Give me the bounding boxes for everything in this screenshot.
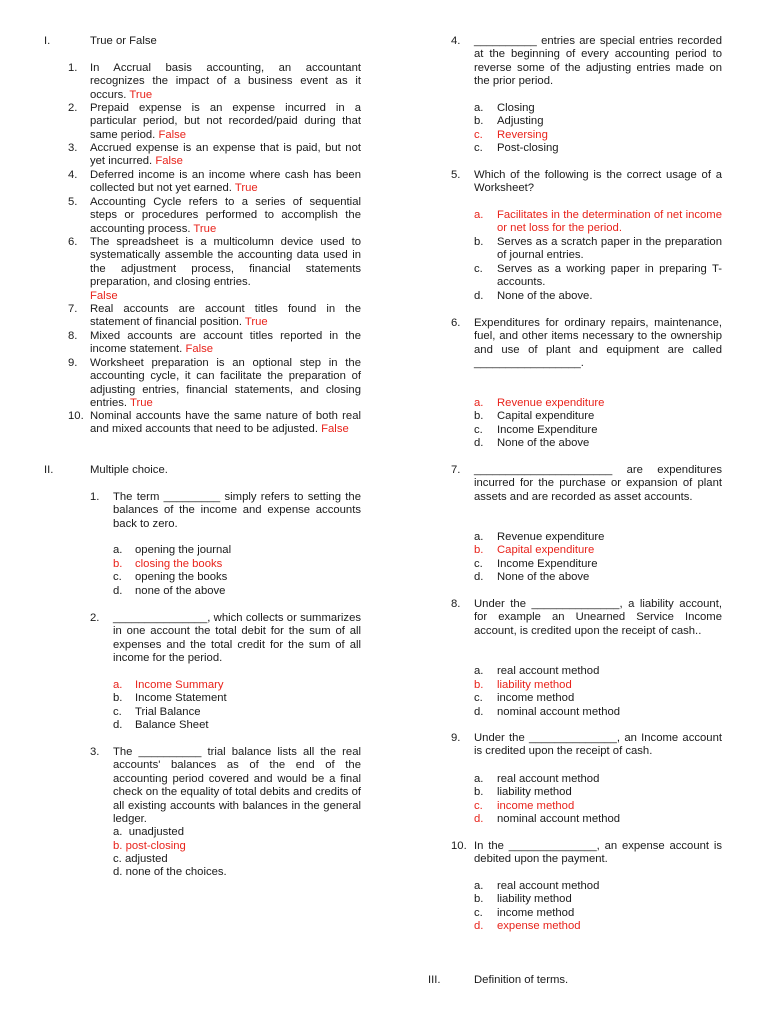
question-text: ______________________ are expenditures incurred for the purchase or expansion of plant assets and are recorded as asset accounts. <box>474 464 722 503</box>
choice-text: Trial Balance <box>135 706 201 718</box>
tf-item-number: 6. <box>68 236 78 248</box>
choice-text: opening the journal <box>135 544 232 556</box>
choice-letter: d. <box>474 437 484 449</box>
choice-text-correct: post-closing <box>125 840 186 852</box>
tf-item-number: 2. <box>68 102 78 114</box>
choice-text: Capital expenditure <box>497 410 595 422</box>
choice-text: liability method <box>497 786 572 798</box>
question-number: 1. <box>90 491 100 503</box>
choice-letter: c. <box>474 263 483 275</box>
choice-text: real account method <box>497 880 600 892</box>
question-number: 9. <box>451 732 461 744</box>
choice-letter: c. <box>474 129 483 141</box>
question-text: Expenditures for ordinary repairs, maintenance, fuel, and other items necessary to the ownership and use of plant and equipment are called _________________. <box>474 317 722 370</box>
choice-text: Income Expenditure <box>497 558 598 570</box>
choice-letter: b. <box>474 410 484 422</box>
choice-text: Income Statement <box>135 692 227 704</box>
question-number: 2. <box>90 612 100 624</box>
choice-text: Income Expenditure <box>497 424 598 436</box>
choice-letter: d. <box>474 706 484 718</box>
choice-letter: d. <box>113 866 123 878</box>
tf-item-text: In Accrual basis accounting, an accountant recognizes the impact of a business event as it occurs. <box>90 62 361 101</box>
choice-text-correct: closing the books <box>135 558 223 570</box>
tf-item-number: 3. <box>68 142 78 154</box>
question-number: 4. <box>451 35 461 47</box>
choice-letter: b. <box>474 786 484 798</box>
choice-letter: a. <box>113 544 123 556</box>
tf-item-answer: True <box>244 316 268 329</box>
choice-text: Adjusting <box>497 115 544 127</box>
choice-text: unadjusted <box>128 826 184 838</box>
choice-letter: c. <box>474 424 483 436</box>
tf-item-number: 5. <box>68 196 78 208</box>
choice-letter: a. <box>474 531 484 543</box>
choice-text: None of the above <box>497 571 590 583</box>
question-text: Under the ______________, an Income account is credited upon the receipt of cash. <box>474 732 722 758</box>
tf-item-text: Real accounts are account titles found in the statement of financial position. <box>90 303 361 329</box>
choice-text: nominal account method <box>497 706 621 718</box>
choice-text: income method <box>497 907 575 919</box>
choice-letter: b. <box>113 692 123 704</box>
choice-text-correct: income method <box>497 800 575 812</box>
choice-letter: d. <box>474 290 484 302</box>
section-2-roman: II. <box>44 464 54 476</box>
question-text: __________ entries are special entries recorded at the beginning of every accounting period to reverse some of the adjusting entries made on the prior period. <box>474 35 722 88</box>
choice-letter: c. <box>474 558 483 570</box>
choice-letter: c. <box>474 907 483 919</box>
question-number: 6. <box>451 317 461 329</box>
choice-text: Balance Sheet <box>135 719 209 731</box>
choice-letter: a. <box>474 102 484 114</box>
choice-letter: a. <box>113 826 123 838</box>
choice-letter: c. <box>113 571 122 583</box>
question-number: 5. <box>451 169 461 181</box>
choice-text-correct: Income Summary <box>135 679 224 691</box>
choice-letter: c. <box>474 142 483 154</box>
choice-text: Serves as a scratch paper in the preparation of journal entries. <box>497 236 722 262</box>
tf-item-text: Accrued expense is an expense that is paid, but not yet incurred. <box>90 142 361 168</box>
tf-item-number: 7. <box>68 303 78 315</box>
choice-letter: b. <box>113 558 123 570</box>
question-number: 8. <box>451 598 461 610</box>
question-text: In the ______________, an expense account is debited upon the payment. <box>474 840 722 866</box>
section-3-title: Definition of terms. <box>474 974 569 986</box>
choice-text: Serves as a working paper in preparing T-accounts. <box>497 263 722 289</box>
tf-item-answer: False <box>155 155 183 168</box>
choice-letter: a. <box>113 679 123 691</box>
choice-text: income method <box>497 692 575 704</box>
tf-item-answer: True <box>129 88 153 101</box>
choice-text-correct: Facilitates in the determination of net income or net loss for the period. <box>497 209 722 235</box>
choice-letter: d. <box>474 571 484 583</box>
choice-text: real account method <box>497 665 600 677</box>
choice <box>113 826 184 839</box>
choice-letter: a. <box>474 665 484 677</box>
tf-item-number: 1. <box>68 62 78 74</box>
choice-text: none of the choices. <box>125 866 227 878</box>
question-number: 7. <box>451 464 461 476</box>
choice-letter: a. <box>474 773 484 785</box>
choice-letter: a. <box>474 209 484 221</box>
tf-item-answer: False <box>158 128 187 141</box>
choice-text: Revenue expenditure <box>497 531 605 543</box>
question-text: Under the ______________, a liability account, for example an Unearned Service Income account, is credited upon the receipt of cash.. <box>474 598 722 637</box>
choice-text-correct: Capital expenditure <box>497 544 595 556</box>
choice-letter: a. <box>474 880 484 892</box>
tf-item-text: Prepaid expense is an expense incurred in a particular period, but not recorded/paid during that same period. <box>90 102 361 141</box>
choice <box>113 853 168 866</box>
question-number: 10. <box>451 840 467 852</box>
choice-text: opening the books <box>135 571 228 583</box>
choice-letter: c. <box>113 706 122 718</box>
choice-letter: d. <box>474 920 484 932</box>
tf-item-number: 9. <box>68 357 78 369</box>
choice-text: nominal account method <box>497 813 621 825</box>
choice-text-correct: Revenue expenditure <box>497 397 605 409</box>
tf-item-answer: True <box>193 222 217 235</box>
choice-text: None of the above <box>497 437 590 449</box>
choice-letter: c. <box>474 800 483 812</box>
choice-letter: b. <box>113 840 123 852</box>
tf-item-answer: False <box>185 343 214 356</box>
section-2-title: Multiple choice. <box>90 464 168 476</box>
tf-item-text: Worksheet preparation is an optional step in the accounting cycle, it can facilitate the preparation of adjusting entries, financial statements, and closing entries. <box>90 357 361 410</box>
section-1-title: True or False <box>90 35 157 47</box>
choice-text: none of the above <box>135 585 226 597</box>
choice-letter: d. <box>113 585 123 597</box>
choice-letter: c. <box>474 692 483 704</box>
question-text: The __________ trial balance lists all the real accounts' balances as of the end of the accounting period covered and would be a final check on the equality of total debits and credits of all existing accounts with balances in the general ledger. <box>113 746 361 826</box>
question-number: 3. <box>90 746 100 758</box>
choice-text: None of the above. <box>497 290 593 302</box>
tf-item-text: The spreadsheet is a multicolumn device used to systematically assemble the accounting data used in the adjustment process, financial statements preparation, and closing entries. <box>90 236 361 289</box>
question-text: _______________, which collects or summarizes in one account the total debit for the sum of all expenses and the total credit for the sum of all income for the period. <box>113 612 361 665</box>
choice-letter: a. <box>474 397 484 409</box>
tf-item-number: 10. <box>68 410 84 422</box>
tf-item-number: 8. <box>68 330 78 342</box>
choice-text: liability method <box>497 893 572 905</box>
choice-letter: c. <box>113 853 122 865</box>
tf-item-answer: True <box>129 397 153 410</box>
choice-letter: b. <box>474 544 484 556</box>
question-text: The term _________ simply refers to setting the balances of the income and expense accounts back to zero. <box>113 491 361 530</box>
choice-letter: d. <box>113 719 123 731</box>
choice-text: real account method <box>497 773 600 785</box>
tf-item-answer: True <box>234 182 258 195</box>
choice-correct <box>113 840 186 853</box>
choice-letter: b. <box>474 679 484 691</box>
choice-letter: b. <box>474 115 484 127</box>
tf-item-number: 4. <box>68 169 78 181</box>
choice <box>113 866 227 879</box>
choice-letter: b. <box>474 893 484 905</box>
tf-item-text: Accounting Cycle refers to a series of sequential steps or procedures performed to accomplish the accounting process. <box>90 196 361 235</box>
section-3-roman: III. <box>428 974 441 986</box>
tf-item-text: Nominal accounts have the same nature of both real and mixed accounts that need to be adjusted. <box>90 410 361 436</box>
choice-text-correct: expense method <box>497 920 581 932</box>
tf-item-text: Deferred income is an income where cash has been collected but not yet earned. <box>90 169 361 195</box>
choice-letter: b. <box>474 236 484 248</box>
choice-text-correct: Reversing <box>497 129 548 141</box>
choice-text: Post-closing <box>497 142 559 154</box>
choice-text: Closing <box>497 102 535 114</box>
tf-item-text: Mixed accounts are account titles reported in the income statement. <box>90 330 361 356</box>
choice-text: adjusted <box>124 853 168 865</box>
tf-item-answer: False <box>90 289 118 302</box>
question-text: Which of the following is the correct usage of a Worksheet? <box>474 169 722 195</box>
tf-item-answer: False <box>321 423 349 436</box>
section-1-roman: I. <box>44 35 51 47</box>
choice-text-correct: liability method <box>497 679 572 691</box>
choice-letter: d. <box>474 813 484 825</box>
